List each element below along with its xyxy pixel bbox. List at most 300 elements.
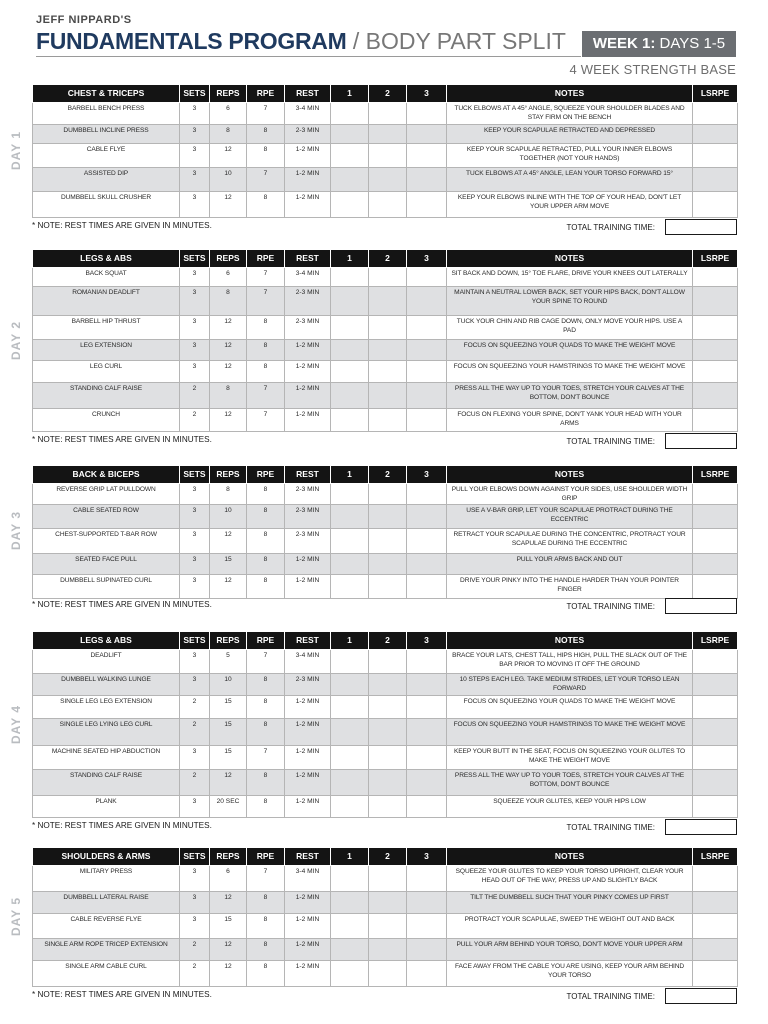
rest-cell: 2-3 MIN [285,286,331,315]
lsrpe-input[interactable] [693,143,738,167]
set-3-input[interactable] [407,574,447,598]
lsrpe-input[interactable] [693,574,738,598]
set-1-input[interactable] [331,360,369,382]
rest-cell: 3-4 MIN [285,865,331,891]
sets-cell: 3 [180,745,210,769]
total-training-time-input[interactable] [665,819,737,835]
lsrpe-input[interactable] [693,769,738,795]
lsrpe-input[interactable] [693,528,738,553]
day-block [0,848,768,1010]
sets-cell: 3 [180,528,210,553]
set-1-input[interactable] [331,718,369,745]
set-1-input[interactable] [331,769,369,795]
column-header: RPE [247,848,285,865]
total-training-time-input[interactable] [665,219,737,235]
column-header: REPS [210,250,247,267]
set-3-input[interactable] [407,504,447,528]
lsrpe-input[interactable] [693,124,738,143]
table-row [33,649,738,673]
rest-cell: 1-2 MIN [285,553,331,574]
sets-cell: 3 [180,553,210,574]
set-2-input[interactable] [369,124,407,143]
column-header: 3 [407,466,447,483]
reps-cell: 15 [210,695,247,718]
day-label: DAY 1 [9,130,23,170]
exercise-cell: DEADLIFT [33,649,180,673]
exercise-cell: CABLE REVERSE FLYE [33,913,180,938]
set-2-input[interactable] [369,673,407,695]
exercise-cell: STANDING CALF RAISE [33,769,180,795]
exercise-cell: LEG CURL [33,360,180,382]
set-3-input[interactable] [407,167,447,191]
split-title: / BODY PART SPLIT [346,28,566,54]
set-1-input[interactable] [331,315,369,339]
set-3-input[interactable] [407,408,447,431]
column-header: RPE [247,466,285,483]
notes-cell: PROTRACT YOUR SCAPULAE, SWEEP THE WEIGHT OUT AND BACK [447,913,693,938]
set-2-input[interactable] [369,102,407,124]
set-1-input[interactable] [331,143,369,167]
reps-cell: 12 [210,408,247,431]
rest-note: * NOTE: REST TIMES ARE GIVEN IN MINUTES. [32,600,212,609]
exercise-cell: CHEST-SUPPORTED T-BAR ROW [33,528,180,553]
column-header: RPE [247,85,285,102]
reps-cell: 12 [210,574,247,598]
set-2-input[interactable] [369,938,407,960]
exercise-cell: ASSISTED DIP [33,167,180,191]
sets-cell: 2 [180,960,210,986]
exercise-cell: STANDING CALF RAISE [33,382,180,408]
exercise-cell: DUMBBELL SUPINATED CURL [33,574,180,598]
reps-cell: 8 [210,124,247,143]
set-3-input[interactable] [407,528,447,553]
lsrpe-input[interactable] [693,865,738,891]
exercise-cell: DUMBBELL WALKING LUNGE [33,673,180,695]
sets-cell: 2 [180,718,210,745]
set-2-input[interactable] [369,913,407,938]
lsrpe-input[interactable] [693,483,738,504]
day-footer [32,433,737,451]
set-1-input[interactable] [331,167,369,191]
column-header: REST [285,85,331,102]
set-3-input[interactable] [407,143,447,167]
rpe-cell: 8 [247,795,285,817]
sets-cell: 3 [180,124,210,143]
reps-cell: 8 [210,382,247,408]
rpe-cell: 7 [247,649,285,673]
rpe-cell: 8 [247,769,285,795]
set-2-input[interactable] [369,191,407,217]
lsrpe-input[interactable] [693,267,738,286]
exercise-cell: SINGLE LEG LYING LEG CURL [33,718,180,745]
table-row [33,769,738,795]
rest-cell: 3-4 MIN [285,649,331,673]
set-1-input[interactable] [331,745,369,769]
set-1-input[interactable] [331,102,369,124]
reps-cell: 15 [210,718,247,745]
reps-cell: 15 [210,913,247,938]
lsrpe-input[interactable] [693,673,738,695]
exercise-cell: DUMBBELL INCLINE PRESS [33,124,180,143]
set-2-input[interactable] [369,574,407,598]
set-3-input[interactable] [407,339,447,360]
rpe-cell: 8 [247,360,285,382]
lsrpe-input[interactable] [693,360,738,382]
table-row [33,483,738,504]
table-row [33,360,738,382]
set-1-input[interactable] [331,286,369,315]
rpe-cell: 7 [247,102,285,124]
set-3-input[interactable] [407,267,447,286]
day-block [0,466,768,620]
column-header: SETS [180,848,210,865]
lsrpe-input[interactable] [693,718,738,745]
table-row [33,143,738,167]
lsrpe-input[interactable] [693,408,738,431]
rpe-cell: 7 [247,408,285,431]
lsrpe-input[interactable] [693,191,738,217]
set-3-input[interactable] [407,483,447,504]
set-3-input[interactable] [407,913,447,938]
set-3-input[interactable] [407,891,447,913]
table-row [33,553,738,574]
lsrpe-input[interactable] [693,102,738,124]
set-1-input[interactable] [331,695,369,718]
set-1-input[interactable] [331,504,369,528]
rest-cell: 1-2 MIN [285,695,331,718]
set-3-input[interactable] [407,745,447,769]
set-1-input[interactable] [331,191,369,217]
notes-cell: SQUEEZE YOUR GLUTES TO KEEP YOUR TORSO UPRIGHT, CLEAR YOUR HEAD OUT OF THE WAY, PRESS UP AND SLIGHTLY BACK [447,865,693,891]
rest-cell: 2-3 MIN [285,124,331,143]
set-1-input[interactable] [331,673,369,695]
muscle-group-header: CHEST & TRICEPS [33,85,180,102]
reps-cell: 12 [210,938,247,960]
set-2-input[interactable] [369,483,407,504]
column-header: SETS [180,632,210,649]
set-3-input[interactable] [407,673,447,695]
rest-cell: 1-2 MIN [285,718,331,745]
column-header: LSRPE [693,466,738,483]
set-2-input[interactable] [369,891,407,913]
exercise-cell: SEATED FACE PULL [33,553,180,574]
table-row [33,891,738,913]
rest-cell: 1-2 MIN [285,143,331,167]
exercise-cell: REVERSE GRIP LAT PULLDOWN [33,483,180,504]
set-1-input[interactable] [331,913,369,938]
reps-cell: 12 [210,143,247,167]
rest-cell: 1-2 MIN [285,913,331,938]
lsrpe-input[interactable] [693,167,738,191]
set-2-input[interactable] [369,960,407,986]
set-3-input[interactable] [407,718,447,745]
notes-cell: PULL YOUR ARMS BACK AND OUT [447,553,693,574]
sets-cell: 2 [180,695,210,718]
rest-cell: 1-2 MIN [285,938,331,960]
sets-cell: 3 [180,483,210,504]
set-3-input[interactable] [407,795,447,817]
rpe-cell: 8 [247,124,285,143]
column-header: 2 [369,632,407,649]
set-2-input[interactable] [369,795,407,817]
reps-cell: 6 [210,102,247,124]
set-2-input[interactable] [369,695,407,718]
total-training-time-input[interactable] [665,988,737,1004]
table-row [33,267,738,286]
set-1-input[interactable] [331,339,369,360]
set-2-input[interactable] [369,167,407,191]
rpe-cell: 8 [247,718,285,745]
rpe-cell: 8 [247,191,285,217]
column-header: REST [285,632,331,649]
table-row [33,865,738,891]
muscle-group-header: LEGS & ABS [33,250,180,267]
muscle-group-header: SHOULDERS & ARMS [33,848,180,865]
set-3-input[interactable] [407,191,447,217]
column-header: REST [285,848,331,865]
lsrpe-input[interactable] [693,382,738,408]
day-footer [32,598,737,616]
rest-cell: 1-2 MIN [285,769,331,795]
reps-cell: 12 [210,191,247,217]
exercise-cell: BARBELL BENCH PRESS [33,102,180,124]
column-header: NOTES [447,632,693,649]
set-3-input[interactable] [407,769,447,795]
rpe-cell: 7 [247,267,285,286]
set-2-input[interactable] [369,553,407,574]
lsrpe-input[interactable] [693,891,738,913]
sets-cell: 3 [180,191,210,217]
exercise-cell: DUMBBELL SKULL CRUSHER [33,191,180,217]
exercise-cell: MILITARY PRESS [33,865,180,891]
set-2-input[interactable] [369,745,407,769]
rpe-cell: 7 [247,382,285,408]
table-header-row [33,250,738,267]
set-2-input[interactable] [369,286,407,315]
table-row [33,574,738,598]
set-2-input[interactable] [369,528,407,553]
reps-cell: 10 [210,673,247,695]
set-1-input[interactable] [331,574,369,598]
brand-name: JEFF NIPPARD'S [36,14,132,26]
rest-cell: 2-3 MIN [285,528,331,553]
set-3-input[interactable] [407,865,447,891]
set-1-input[interactable] [331,865,369,891]
column-header: REPS [210,85,247,102]
set-2-input[interactable] [369,504,407,528]
column-header: 1 [331,848,369,865]
lsrpe-input[interactable] [693,938,738,960]
set-1-input[interactable] [331,649,369,673]
column-header: REPS [210,466,247,483]
sets-cell: 3 [180,865,210,891]
week-badge [582,31,736,57]
rest-cell: 1-2 MIN [285,795,331,817]
exercise-cell: CRUNCH [33,408,180,431]
set-2-input[interactable] [369,339,407,360]
set-2-input[interactable] [369,408,407,431]
table-row [33,718,738,745]
notes-cell: KEEP YOUR SCAPULAE RETRACTED AND DEPRESSED [447,124,693,143]
reps-cell: 6 [210,865,247,891]
notes-cell: DRIVE YOUR PINKY INTO THE HANDLE HARDER THAN YOUR POINTER FINGER [447,574,693,598]
lsrpe-input[interactable] [693,795,738,817]
rest-cell: 2-3 MIN [285,315,331,339]
lsrpe-input[interactable] [693,745,738,769]
set-1-input[interactable] [331,938,369,960]
rest-note: * NOTE: REST TIMES ARE GIVEN IN MINUTES. [32,435,212,444]
set-1-input[interactable] [331,795,369,817]
set-2-input[interactable] [369,865,407,891]
lsrpe-input[interactable] [693,504,738,528]
sets-cell: 3 [180,574,210,598]
rest-cell: 1-2 MIN [285,960,331,986]
sets-cell: 2 [180,769,210,795]
total-training-time-input[interactable] [665,433,737,449]
day-label: DAY 3 [9,510,23,550]
total-training-time-input[interactable] [665,598,737,614]
set-1-input[interactable] [331,960,369,986]
table-header-row [33,85,738,102]
set-3-input[interactable] [407,360,447,382]
program-subtitle: 4 WEEK STRENGTH BASE [569,62,736,77]
reps-cell: 15 [210,745,247,769]
set-2-input[interactable] [369,315,407,339]
sets-cell: 3 [180,673,210,695]
rest-note: * NOTE: REST TIMES ARE GIVEN IN MINUTES. [32,990,212,999]
lsrpe-input[interactable] [693,286,738,315]
rest-note: * NOTE: REST TIMES ARE GIVEN IN MINUTES. [32,821,212,830]
set-1-input[interactable] [331,553,369,574]
rest-cell: 1-2 MIN [285,167,331,191]
table-row [33,960,738,986]
page-title [36,27,566,55]
set-2-input[interactable] [369,143,407,167]
set-1-input[interactable] [331,267,369,286]
rest-note: * NOTE: REST TIMES ARE GIVEN IN MINUTES. [32,221,212,230]
exercise-cell: DUMBBELL LATERAL RAISE [33,891,180,913]
set-3-input[interactable] [407,695,447,718]
rpe-cell: 8 [247,695,285,718]
set-1-input[interactable] [331,408,369,431]
set-3-input[interactable] [407,315,447,339]
column-header: NOTES [447,250,693,267]
lsrpe-input[interactable] [693,913,738,938]
day-footer [32,219,737,237]
lsrpe-input[interactable] [693,339,738,360]
column-header: 3 [407,848,447,865]
notes-cell: TUCK YOUR CHIN AND RIB CAGE DOWN, ONLY MOVE YOUR HIPS. USE A PAD [447,315,693,339]
notes-cell: KEEP YOUR SCAPULAE RETRACTED, PULL YOUR INNER ELBOWS TOGETHER (NOT YOUR HANDS) [447,143,693,167]
reps-cell: 12 [210,360,247,382]
day-footer [32,819,737,837]
set-2-input[interactable] [369,718,407,745]
set-2-input[interactable] [369,769,407,795]
program-title: FUNDAMENTALS PROGRAM [36,28,347,54]
set-2-input[interactable] [369,267,407,286]
exercise-cell: PLANK [33,795,180,817]
column-header: LSRPE [693,85,738,102]
column-header: LSRPE [693,250,738,267]
notes-cell: PRESS ALL THE WAY UP TO YOUR TOES, STRETCH YOUR CALVES AT THE BOTTOM, DON'T BOUNCE [447,382,693,408]
lsrpe-input[interactable] [693,649,738,673]
set-2-input[interactable] [369,649,407,673]
day-label: DAY 5 [9,896,23,936]
set-1-input[interactable] [331,124,369,143]
column-header: 3 [407,250,447,267]
set-3-input[interactable] [407,649,447,673]
notes-cell: MAINTAIN A NEUTRAL LOWER BACK, SET YOUR HIPS BACK, DON'T ALLOW YOUR SPINE TO ROUND [447,286,693,315]
set-2-input[interactable] [369,382,407,408]
exercise-cell: CABLE FLYE [33,143,180,167]
lsrpe-input[interactable] [693,695,738,718]
day-footer [32,988,737,1006]
rest-cell: 3-4 MIN [285,267,331,286]
reps-cell: 20 SEC [210,795,247,817]
table-row [33,315,738,339]
exercise-cell: CABLE SEATED ROW [33,504,180,528]
set-1-input[interactable] [331,528,369,553]
lsrpe-input[interactable] [693,553,738,574]
set-3-input[interactable] [407,553,447,574]
column-header: 2 [369,466,407,483]
set-1-input[interactable] [331,382,369,408]
rpe-cell: 8 [247,891,285,913]
set-1-input[interactable] [331,891,369,913]
column-header: 1 [331,632,369,649]
sets-cell: 3 [180,143,210,167]
set-3-input[interactable] [407,124,447,143]
total-training-time-label: TOTAL TRAINING TIME: [566,223,655,232]
table-row [33,167,738,191]
lsrpe-input[interactable] [693,960,738,986]
notes-cell: 10 STEPS EACH LEG. TAKE MEDIUM STRIDES, LET YOUR TORSO LEAN FORWARD [447,673,693,695]
column-header: 1 [331,85,369,102]
sets-cell: 3 [180,649,210,673]
sets-cell: 2 [180,938,210,960]
column-header: SETS [180,466,210,483]
rest-cell: 1-2 MIN [285,339,331,360]
set-3-input[interactable] [407,286,447,315]
sets-cell: 3 [180,286,210,315]
rpe-cell: 8 [247,504,285,528]
set-3-input[interactable] [407,960,447,986]
set-3-input[interactable] [407,102,447,124]
column-header: NOTES [447,85,693,102]
lsrpe-input[interactable] [693,315,738,339]
notes-cell: PULL YOUR ARM BEHIND YOUR TORSO, DON'T MOVE YOUR UPPER ARM [447,938,693,960]
rest-cell: 2-3 MIN [285,673,331,695]
column-header: LSRPE [693,632,738,649]
notes-cell: KEEP YOUR ELBOWS INLINE WITH THE TOP OF YOUR HEAD, DON'T LET YOUR UPPER ARM MOVE [447,191,693,217]
table-row [33,339,738,360]
rest-cell: 2-3 MIN [285,504,331,528]
set-3-input[interactable] [407,938,447,960]
table-row [33,382,738,408]
notes-cell: USE A V-BAR GRIP, LET YOUR SCAPULAE PROTRACT DURING THE ECCENTRIC [447,504,693,528]
rest-cell: 3-4 MIN [285,102,331,124]
rpe-cell: 8 [247,960,285,986]
rpe-cell: 8 [247,339,285,360]
exercise-cell: SINGLE ARM CABLE CURL [33,960,180,986]
exercise-cell: BARBELL HIP THRUST [33,315,180,339]
set-3-input[interactable] [407,382,447,408]
set-1-input[interactable] [331,483,369,504]
workout-table [32,632,738,818]
notes-cell: TILT THE DUMBBELL SUCH THAT YOUR PINKY COMES UP FIRST [447,891,693,913]
set-2-input[interactable] [369,360,407,382]
column-header: 1 [331,466,369,483]
